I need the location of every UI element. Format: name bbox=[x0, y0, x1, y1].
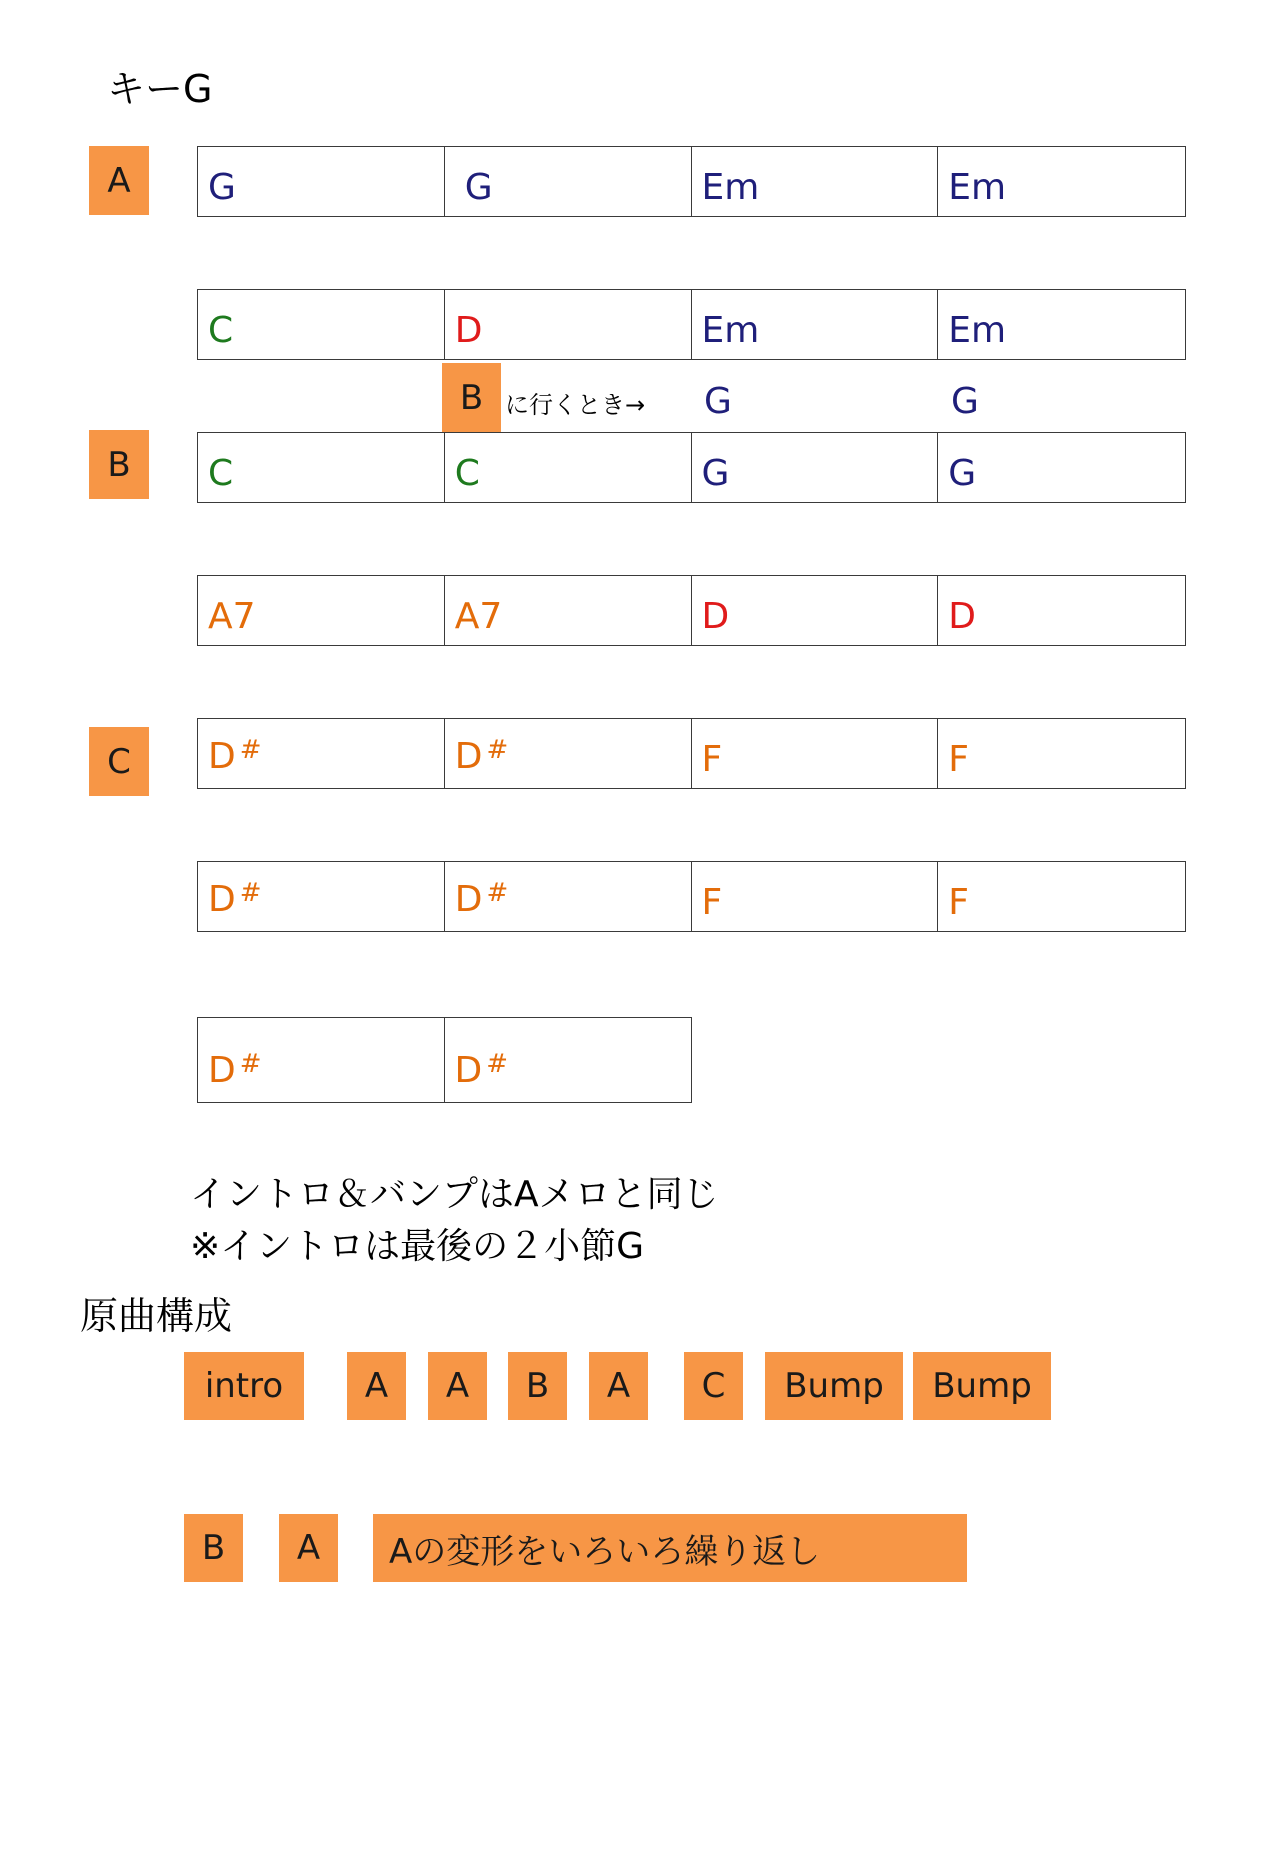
structure-block: C bbox=[684, 1352, 743, 1420]
variant-chord: G bbox=[704, 381, 732, 422]
chord-label: D # bbox=[454, 1049, 509, 1091]
chord-label: A7 bbox=[208, 596, 256, 637]
chord-label: D # bbox=[208, 878, 262, 920]
structure-block: B bbox=[508, 1352, 567, 1420]
structure-block: intro bbox=[184, 1352, 304, 1420]
chord-row bbox=[197, 289, 1186, 360]
chord-cell bbox=[445, 290, 692, 359]
structure-block: A bbox=[347, 1352, 406, 1420]
chord-label: F bbox=[948, 739, 969, 780]
section-label-c: C bbox=[89, 727, 149, 796]
chord-label: C bbox=[208, 310, 234, 351]
chord-label: C bbox=[454, 453, 480, 494]
chord-label: D bbox=[701, 596, 730, 637]
chord-cell bbox=[692, 862, 939, 931]
chord-label: D # bbox=[208, 1049, 262, 1091]
chord-cell bbox=[445, 576, 692, 645]
chord-cell bbox=[198, 147, 445, 216]
chord-cell bbox=[692, 576, 939, 645]
chord-label: D bbox=[454, 310, 483, 351]
sharp-accidental: # bbox=[239, 735, 262, 765]
chord-cell bbox=[692, 147, 939, 216]
sharp-accidental: # bbox=[486, 1049, 509, 1079]
memo-line-2: ※イントロは最後の２小節G bbox=[190, 1226, 645, 1267]
chord-cell bbox=[938, 862, 1185, 931]
chord-row bbox=[197, 146, 1186, 217]
chord-label: G bbox=[701, 453, 730, 494]
chord-label: Em bbox=[701, 310, 760, 351]
chord-cell bbox=[445, 719, 692, 788]
chord-cell bbox=[692, 719, 939, 788]
structure-block: A bbox=[428, 1352, 487, 1420]
chord-label: Em bbox=[701, 167, 760, 208]
structure-block: A bbox=[589, 1352, 648, 1420]
chord-cell bbox=[198, 862, 445, 931]
chord-cell bbox=[692, 433, 939, 502]
chord-cell bbox=[198, 1018, 445, 1102]
structure-block: A bbox=[279, 1514, 338, 1582]
chord-label: Em bbox=[948, 310, 1007, 351]
sharp-accidental: # bbox=[486, 878, 509, 908]
section-label-a: A bbox=[89, 146, 149, 215]
chord-label: D # bbox=[454, 878, 509, 920]
chord-label: C bbox=[208, 453, 234, 494]
chord-label: D bbox=[948, 596, 976, 637]
chord-cell bbox=[198, 433, 445, 502]
key-title: キーG bbox=[107, 67, 213, 111]
chord-cell bbox=[938, 433, 1185, 502]
structure-block-variation: Aの変形をいろいろ繰り返し bbox=[373, 1514, 967, 1582]
memo-line-1: イントロ＆バンプはAメロと同じ bbox=[190, 1174, 719, 1215]
chord-label: D # bbox=[454, 735, 509, 777]
chord-label: G bbox=[464, 167, 493, 208]
structure-block: Bump bbox=[913, 1352, 1051, 1420]
variant-chord: G bbox=[951, 381, 979, 422]
chord-row bbox=[197, 718, 1186, 789]
chord-row bbox=[197, 575, 1186, 646]
chord-label: F bbox=[701, 882, 723, 923]
sharp-accidental: # bbox=[486, 735, 509, 765]
chord-label: D # bbox=[208, 735, 262, 777]
chord-cell bbox=[445, 862, 692, 931]
chord-row bbox=[197, 1017, 692, 1103]
structure-block: Bump bbox=[765, 1352, 903, 1420]
chord-cell bbox=[198, 290, 445, 359]
chord-cell bbox=[938, 576, 1185, 645]
sharp-accidental: # bbox=[239, 1049, 262, 1079]
structure-block: B bbox=[184, 1514, 243, 1582]
chord-cell bbox=[445, 1018, 692, 1102]
sharp-accidental: # bbox=[239, 878, 262, 908]
chord-cell bbox=[938, 147, 1185, 216]
chord-label: A7 bbox=[454, 596, 503, 637]
chord-cell bbox=[692, 290, 939, 359]
variant-note-text: に行くとき→ bbox=[505, 391, 646, 419]
chord-cell bbox=[198, 719, 445, 788]
chord-row bbox=[197, 861, 1186, 932]
chord-row bbox=[197, 432, 1186, 503]
chord-label: F bbox=[701, 739, 723, 780]
chord-cell bbox=[198, 576, 445, 645]
chord-cell bbox=[445, 433, 692, 502]
chord-label: G bbox=[208, 167, 236, 208]
chord-cell bbox=[445, 147, 692, 216]
chord-cell bbox=[938, 290, 1185, 359]
chord-label: Em bbox=[948, 167, 1007, 208]
chord-label: G bbox=[948, 453, 977, 494]
structure-title: 原曲構成 bbox=[80, 1294, 233, 1338]
variant-badge: B bbox=[442, 363, 501, 432]
section-label-b: B bbox=[89, 430, 149, 499]
chord-cell bbox=[938, 719, 1185, 788]
chord-label: F bbox=[948, 882, 969, 923]
